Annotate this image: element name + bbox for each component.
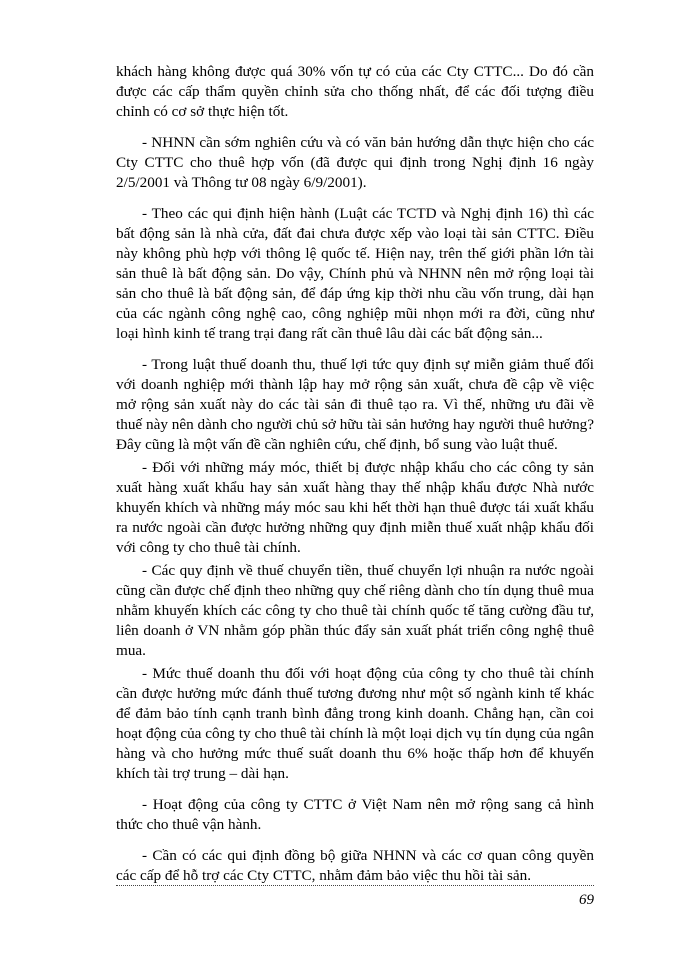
- paragraph-nhnn-guidance: - NHNN cần sớm nghiên cứu và có văn bản hướng dẫn thực hiện cho các Cty CTTC cho thuê hợp vốn (đã được qui định trong Nghị định 16 ngày 2/5/2001 và Thông tư 08 ngày 6/9/2001).: [116, 134, 594, 191]
- paragraph-income-tax: - Trong luật thuế doanh thu, thuế lợi tức quy định sự miễn giảm thuế đối với doanh nghiệp mới thành lập hay mở rộng sản xuất, chưa đề cập về việc mở rộng sản xuất này do các tài sản đi thuê tạo ra. Vì thế, những ưu đãi về thuế này nên dành cho người chủ sở hữu tài sản hưởng hay người thuê hưởng? Đây cũng là một vấn đề cần nghiên cứu, chế định, bổ sung vào luật thuế.: [116, 356, 594, 453]
- paragraph-operating-lease: - Hoạt động của công ty CTTC ở Việt Nam nên mở rộng sang cả hình thức cho thuê vận hành.: [116, 796, 594, 833]
- paragraph-revenue-tax: - Mức thuế doanh thu đối với hoạt động của công ty cho thuê tài chính cần được hưởng mức đánh thuế tương đương như một số ngành kinh tế khác để đảm bảo tính cạnh tranh bình đẳng trong kinh doanh. Chẳng hạn, cần coi hoạt động của công ty cho thuê tài chính là một loại dịch vụ tín dụng của ngân hàng và cho hưởng mức thuế suất doanh thu 6% hoặc thấp hơn để khuyến khích tài trợ trung – dài hạn.: [116, 665, 594, 782]
- paragraph-import-equipment: - Đối với những máy móc, thiết bị được nhập khẩu cho các công ty sản xuất hàng xuất khẩu hay sản xuất hàng thay thế nhập khẩu được Nhà nước khuyến khích và những máy móc sau khi hết thời hạn thuê được tái xuất khẩu ra nước ngoài cần được hưởng những quy định miễn thuế xuất nhập khẩu đối với công ty cho thuê tài chính.: [116, 459, 594, 556]
- page-number: 69: [579, 892, 594, 908]
- paragraph-transfer-tax: - Các quy định về thuế chuyển tiền, thuế chuyển lợi nhuận ra nước ngoài cũng cần được chế định theo những quy chế riêng dành cho tín dụng thuê mua nhằm khuyến khích các công ty cho thuê tài chính quốc tế tăng cường đầu tư, liên doanh ở VN nhằm góp phần thúc đẩy sản xuất phát triển công nghệ thuê mua.: [116, 562, 594, 659]
- paragraph-real-estate: - Theo các qui định hiện hành (Luật các TCTD và Nghị định 16) thì các bất động sản là nhà cửa, đất đai chưa được xếp vào loại tài sản CTTC. Điều này không phù hợp với thông lệ quốc tế. Hiện nay, trên thế giới phần lớn tài sản thuê là bất động sản. Do vậy, Chính phủ và NHNN nên mở rộng loại tài sản cho thuê là bất động sản, để đáp ứng kịp thời nhu cầu vốn trung, dài hạn của các ngành công nghệ cao, công nghiệp mũi nhọn mới ra đời, cũng như loại hình kinh tế trang trại đang rất cần thuê lâu dài các bất động sản...: [116, 205, 594, 342]
- paragraph-asset-recovery: - Cần có các qui định đồng bộ giữa NHNN và các cơ quan công quyền các cấp để hỗ trợ các Cty CTTC, nhằm đảm bảo việc thu hồi tài sản.: [116, 847, 594, 884]
- document-body: [116, 62, 594, 897]
- paragraph-continuation: khách hàng không được quá 30% vốn tự có của các Cty CTTC... Do đó cần được các cấp thẩm quyền chỉnh sửa cho thống nhất, để các đối tượng điều chỉnh có cơ sở thực hiện tốt.: [116, 63, 594, 120]
- footer-divider: [116, 885, 594, 886]
